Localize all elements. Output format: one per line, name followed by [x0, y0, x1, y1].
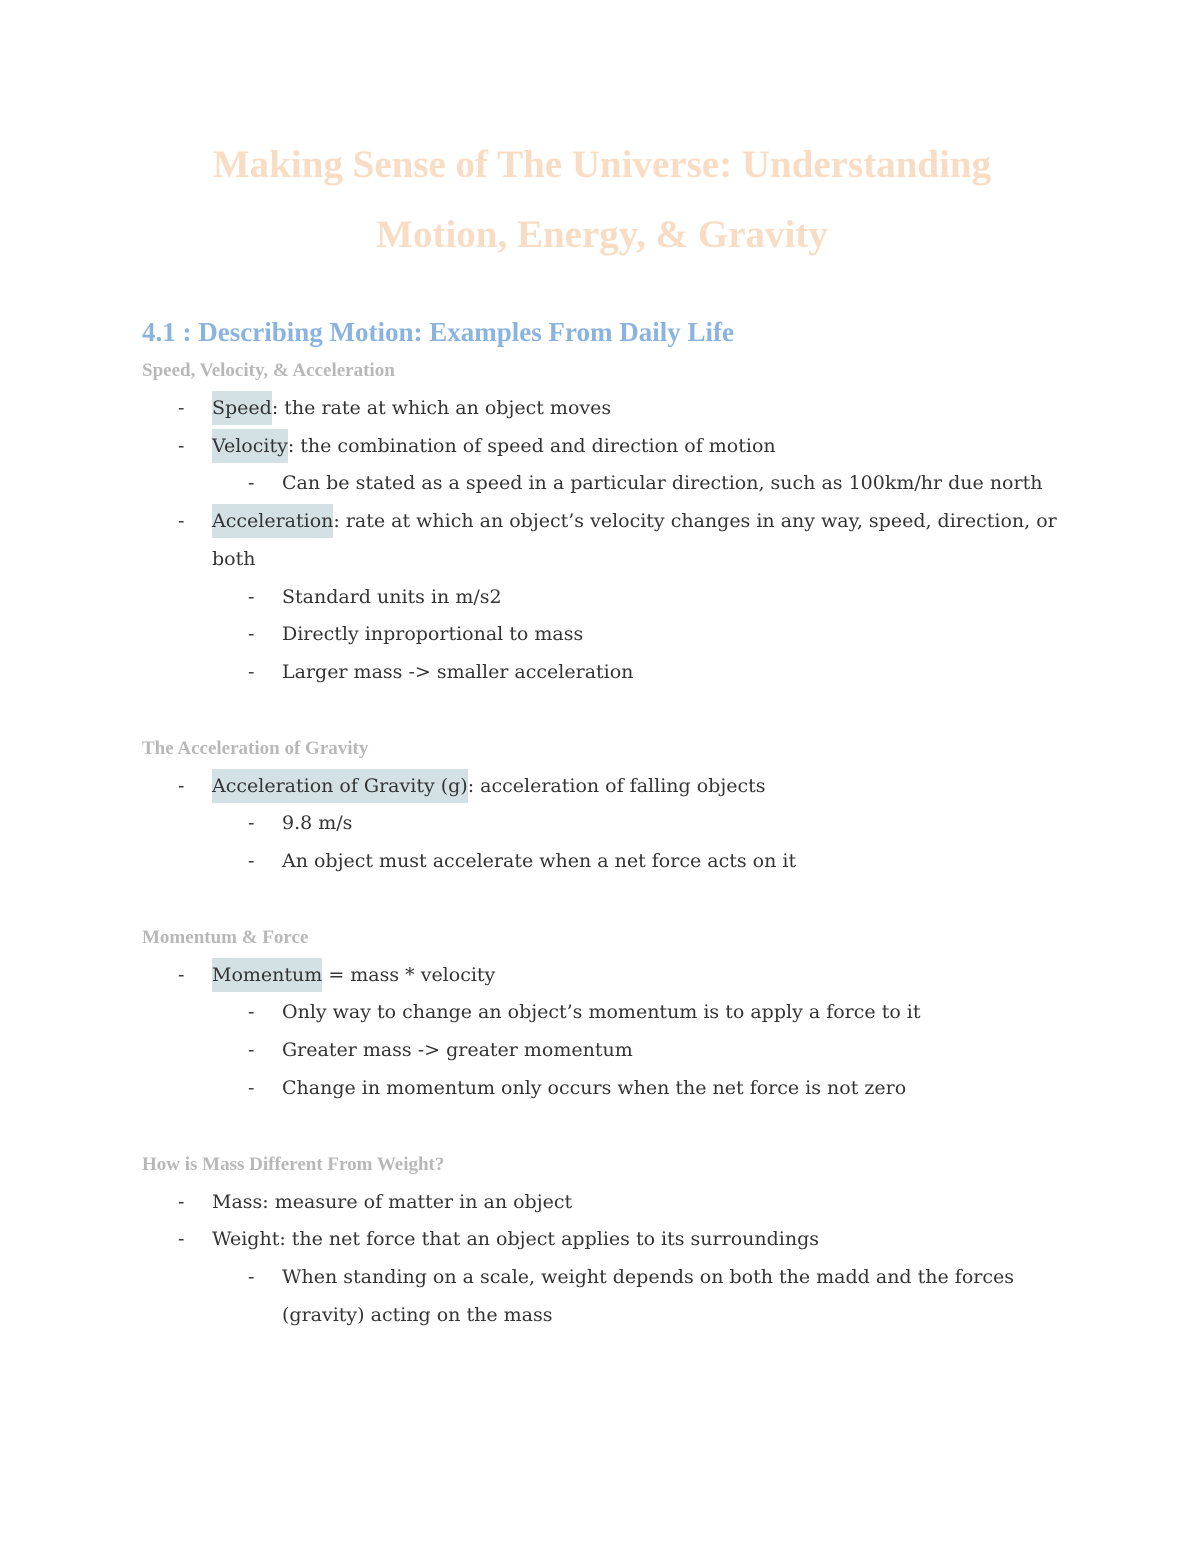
list-item-text: Greater mass -> greater momentum: [282, 1039, 633, 1062]
definition-text: : rate at which an object’s velocity changes in any way, speed, direction, or both: [212, 510, 1057, 570]
subheading-mass-vs-weight: How is Mass Different From Weight?: [142, 1153, 445, 1175]
subheading-acceleration-of-gravity: The Acceleration of Gravity: [142, 737, 369, 759]
sublist: [142, 579, 1062, 692]
definition-text: : the combination of speed and direction of motion: [287, 434, 776, 457]
list-item: [142, 654, 1062, 692]
list-item-velocity: [142, 428, 1062, 503]
list-mass-vs-weight: [142, 1184, 1062, 1335]
subheading-speed-velocity-acceleration: Speed, Velocity, & Acceleration: [142, 360, 395, 381]
bullet-dash: -: [178, 397, 185, 419]
list-item: [142, 616, 1062, 654]
list-item: [142, 1032, 1062, 1070]
bullet-dash: -: [248, 472, 255, 495]
list-item: [142, 1259, 1062, 1334]
highlighted-term: Momentum: [212, 958, 322, 992]
bullet-dash: -: [178, 510, 185, 533]
definition-text: : acceleration of falling objects: [467, 774, 766, 797]
list-item: [142, 805, 1062, 843]
sublist: [142, 1259, 1062, 1334]
bullet-dash: -: [248, 1076, 255, 1099]
list-item-speed: [142, 390, 1062, 428]
bullet-dash: -: [248, 1265, 255, 1288]
bullet-dash: -: [178, 774, 185, 797]
list-item-text: 9.8 m/s: [282, 812, 353, 835]
highlighted-term: Acceleration of Gravity (g): [212, 769, 468, 803]
list-momentum-force: [142, 957, 1062, 1108]
bullet-dash: -: [248, 660, 255, 683]
section-heading: 4.1 : Describing Motion: Examples From Daily Life: [142, 317, 734, 347]
list-item-text: Only way to change an object’s momentum is to apply a force to it: [282, 1001, 921, 1024]
bullet-dash: -: [248, 1039, 255, 1062]
list-item: [142, 1070, 1062, 1108]
document-title: [142, 130, 1062, 270]
title-line-2: Motion, Energy, & Gravity: [376, 213, 828, 256]
list-acceleration-of-gravity: [142, 768, 1062, 881]
list-item-weight: [142, 1221, 1062, 1334]
list-item: [142, 843, 1062, 881]
list-item: [142, 465, 1062, 503]
list-item-acceleration: [142, 503, 1062, 692]
bullet-dash: -: [178, 1228, 185, 1251]
bullet-dash: -: [248, 623, 255, 646]
list-item-momentum: [142, 957, 1062, 1108]
bullet-dash: -: [248, 812, 255, 835]
list-item: [142, 994, 1062, 1032]
list-item-text: Weight: the net force that an object applies to its surroundings: [212, 1228, 820, 1251]
bullet-dash: -: [178, 963, 185, 986]
bullet-dash: -: [178, 434, 185, 457]
document-page: [142, 130, 1062, 1334]
sublist: [142, 805, 1062, 880]
list-item-text: Mass: measure of matter in an object: [212, 1190, 573, 1213]
list-item-text: Directly inproportional to mass: [282, 623, 584, 646]
list-item: [142, 579, 1062, 617]
list-item-text: When standing on a scale, weight depends on both the madd and the forces (gravity) acting on the mass: [282, 1265, 1014, 1326]
list-speed-velocity-acceleration: [142, 390, 1062, 692]
title-line-1: Making Sense of The Universe: Understanding: [212, 143, 992, 186]
list-item-gravity: [142, 768, 1062, 881]
list-item-text: Standard units in m/s2: [282, 585, 502, 608]
highlighted-term: Acceleration: [212, 504, 333, 538]
bullet-dash: -: [248, 1001, 255, 1024]
bullet-dash: -: [248, 850, 255, 873]
list-item-text: An object must accelerate when a net force acts on it: [282, 850, 797, 873]
sublist: [142, 994, 1062, 1107]
highlighted-term: Velocity: [212, 429, 288, 463]
definition-text: : the rate at which an object moves: [271, 397, 612, 419]
list-item-text: Change in momentum only occurs when the net force is not zero: [282, 1076, 907, 1099]
highlighted-term: Speed: [212, 391, 272, 425]
list-item-text: Can be stated as a speed in a particular direction, such as 100km/hr due north: [282, 472, 1043, 495]
subheading-momentum-force: Momentum & Force: [142, 926, 309, 948]
bullet-dash: -: [178, 1190, 185, 1213]
bullet-dash: -: [248, 585, 255, 608]
sublist: [142, 465, 1062, 503]
list-item-text: Larger mass -> smaller acceleration: [282, 660, 634, 683]
list-item-mass: [142, 1184, 1062, 1222]
definition-text: = mass * velocity: [322, 963, 496, 986]
